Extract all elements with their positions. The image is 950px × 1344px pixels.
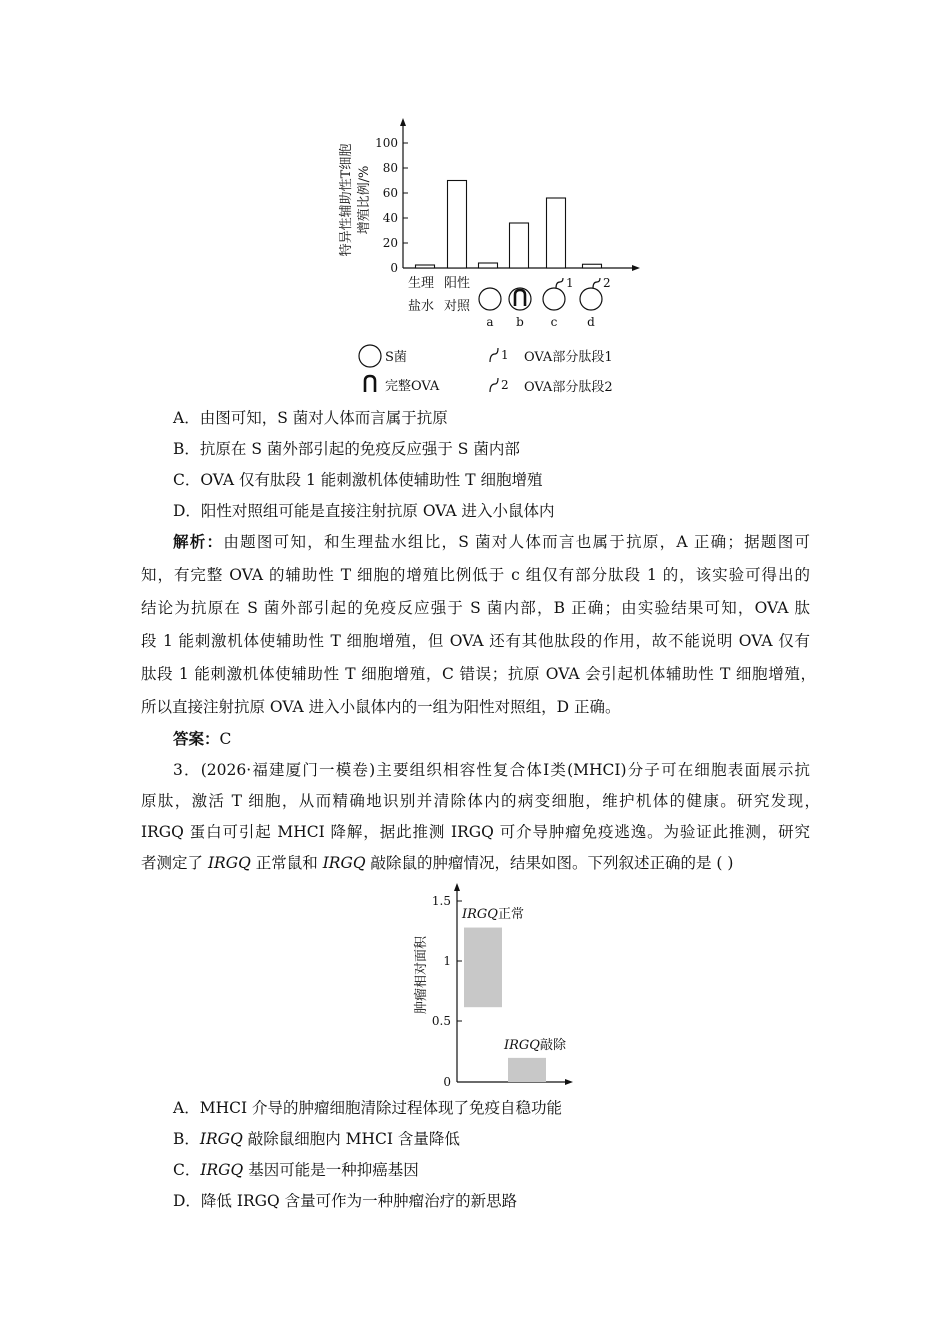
chart1-cat-positive-a: 阳性 bbox=[443, 276, 471, 291]
chart1-bar-2 bbox=[479, 263, 498, 268]
q2-analysis-line-5: 肽段 1 能刺激机体使辅助性 T 细胞增殖，C 错误；抗原 OVA 会引起机体辅助性 T 细胞增殖， bbox=[141, 665, 816, 683]
chart2-ytick-0-5: 0.5 bbox=[431, 1014, 451, 1028]
q3-option-b-text: 敲除鼠细胞内 MHCI 含量降低 bbox=[242, 1130, 460, 1148]
chart2-bar-1 bbox=[508, 1058, 546, 1082]
legend-peptide-1-num: 1 bbox=[501, 348, 509, 362]
q3-stem-part-3: 敲除鼠的肿瘤情况，结果如图。下列叙述正确的是 ( ) bbox=[365, 854, 734, 872]
q3-option-c-text: 基因可能是一种抑癌基因 bbox=[243, 1161, 419, 1179]
legend-whole-ova-icon bbox=[365, 376, 375, 392]
chart1-bar-5 bbox=[583, 264, 602, 268]
q3-option-d: D．降低 IRGQ 含量可作为一种肿瘤治疗的新思路 bbox=[173, 1192, 518, 1210]
legend-peptide-2-label: OVA部分肽段2 bbox=[524, 380, 613, 395]
q3-option-c-prefix: C． bbox=[173, 1161, 201, 1179]
q2-option-c: C．OVA 仅有肽段 1 能刺激机体使辅助性 T 细胞增殖 bbox=[173, 471, 543, 489]
ova-peptide-2-icon bbox=[593, 278, 600, 288]
q3-option-b-prefix: B． bbox=[173, 1130, 200, 1148]
chart1-ytick-100: 100 bbox=[375, 136, 398, 150]
chart2-ytick-0: 0 bbox=[443, 1075, 451, 1089]
chart1-cat-saline-b: 盐水 bbox=[407, 299, 435, 314]
chart1-bar-4 bbox=[547, 198, 566, 268]
tumor-area-chart bbox=[0, 875, 950, 1095]
chart2-label-normal bbox=[461, 906, 524, 922]
chart1-cat-positive-b: 对照 bbox=[443, 299, 471, 314]
q3-option-a: A．MHCI 介导的肿瘤细胞清除过程体现了免疫自稳功能 bbox=[173, 1099, 562, 1117]
chart1-bar-0 bbox=[416, 265, 435, 268]
q3-stem-part-1: 者测定了 bbox=[141, 854, 208, 872]
chart1-ylabel-line1: 特异性辅助性T细胞 bbox=[339, 143, 354, 257]
q2-option-d: D．阳性对照组可能是直接注射抗原 OVA 进入小鼠体内 bbox=[173, 502, 555, 520]
q3-gene-1: IRGQ bbox=[207, 854, 251, 872]
q3-option-c bbox=[173, 1160, 419, 1180]
chart2-label-normal-text: 正常 bbox=[497, 907, 524, 922]
chart1-ytick-0: 0 bbox=[390, 261, 398, 275]
q2-analysis-line-4: 段 1 能刺激机体使辅助性 T 细胞增殖，但 OVA 还有其他肽段的作用，故不能说明 OVA 仅有 bbox=[141, 632, 810, 650]
q3-stem-line-1: 3．(2026·福建厦门一模卷)主要组织相容性复合体Ⅰ类(MHCI)分子可在细胞表面展示抗 bbox=[173, 761, 810, 779]
legend-whole-ova-label: 完整OVA bbox=[385, 379, 440, 394]
ova-peptide-1-icon bbox=[556, 278, 563, 288]
s-bacteria-icon bbox=[580, 288, 602, 310]
chart1-letter-b: b bbox=[516, 315, 524, 329]
q3-gene-2: IRGQ bbox=[322, 854, 366, 872]
analysis-label: 解析： bbox=[173, 532, 224, 551]
q3-stem-part-2: 正常鼠和 bbox=[250, 854, 323, 872]
chart2-ytick-1-5: 1.5 bbox=[431, 894, 451, 908]
q2-analysis-line-1 bbox=[173, 532, 810, 552]
q3-stem-line-4 bbox=[141, 853, 733, 873]
chart2-bar-0 bbox=[464, 928, 502, 1008]
chart1-ylabel-line2: 增殖比例/% bbox=[357, 165, 372, 235]
q2-analysis-line-3: 结论为抗原在 S 菌外部引起的免疫反应强于 S 菌内部，B 正确；由实验结果可知，OVA 肽 bbox=[141, 599, 810, 617]
chart2-y-arrow bbox=[454, 883, 460, 891]
answer-label: 答案： bbox=[173, 729, 220, 748]
legend-peptide-2-icon bbox=[490, 378, 498, 392]
chart1-ytick-80: 80 bbox=[382, 161, 398, 175]
q3-stem-line-3: IRGQ 蛋白可引起 MHCI 降解，据此推测 IRGQ 可介导肿瘤免疫逃逸。为验证此推测，研究 bbox=[141, 823, 810, 841]
q3-option-b bbox=[173, 1129, 460, 1149]
q2-answer bbox=[173, 729, 231, 749]
chart1-ytick-60: 60 bbox=[382, 186, 398, 200]
chart1-ytick-20: 20 bbox=[382, 236, 398, 250]
chart1-letter-c: c bbox=[550, 315, 558, 329]
q3-stem-line-2: 原肽，激活 T 细胞，从而精确地识别并清除体内的病变细胞，维护机体的健康。研究发现， bbox=[141, 792, 820, 810]
chart1-x-arrow bbox=[632, 265, 640, 271]
chart2-x-arrow bbox=[565, 1079, 573, 1085]
chart2-label-ko-gene: IRGQ bbox=[504, 1038, 540, 1053]
chart2-label-ko bbox=[503, 1037, 567, 1053]
chart1-bar-3 bbox=[510, 223, 529, 268]
answer-value: C bbox=[219, 730, 232, 748]
chart2-ytick-1: 1 bbox=[443, 954, 451, 968]
q2-analysis-line-2: 知，有完整 OVA 的辅助性 T 细胞的增殖比例低于 c 组仅有部分肽段 1 的，该实验可得出的 bbox=[141, 566, 810, 584]
chart2-label-normal-gene: IRGQ bbox=[462, 907, 498, 922]
chart1-bar-1 bbox=[448, 181, 467, 269]
chart1-y-arrow bbox=[400, 118, 406, 126]
s-bacteria-icon bbox=[479, 288, 501, 310]
q2-option-b: B．抗原在 S 菌外部引起的免疫反应强于 S 菌内部 bbox=[173, 440, 520, 458]
chart1-peptide-mark-1: 1 bbox=[566, 276, 574, 290]
q2-option-a: A．由图可知，S 菌对人体而言属于抗原 bbox=[173, 409, 448, 427]
chart2-ylabel: 肿瘤相对面积 bbox=[414, 935, 429, 1015]
q3-option-c-gene: IRGQ bbox=[200, 1161, 244, 1179]
q2-analysis-line-6: 所以直接注射抗原 OVA 进入小鼠体内的一组为阳性对照组，D 正确。 bbox=[141, 698, 621, 716]
analysis-text: 由题图可知，和生理盐水组比，S 菌对人体而言也属于抗原，A 正确；据题图可 bbox=[223, 533, 810, 551]
chart1-letter-a: a bbox=[486, 315, 494, 329]
s-bacteria-icon bbox=[543, 288, 565, 310]
chart1-cat-saline-a: 生理 bbox=[407, 276, 435, 291]
chart1-letter-d: d bbox=[587, 315, 595, 329]
legend-peptide-2-num: 2 bbox=[501, 378, 509, 392]
chart2-label-ko-text: 敲除 bbox=[539, 1038, 566, 1053]
chart1-peptide-mark-2: 2 bbox=[603, 276, 611, 290]
q3-option-b-gene: IRGQ bbox=[199, 1130, 243, 1148]
legend-s-bacteria-label: S菌 bbox=[385, 350, 407, 365]
whole-ova-icon bbox=[515, 290, 525, 306]
legend-s-bacteria-icon bbox=[359, 345, 381, 367]
legend-peptide-1-icon bbox=[490, 348, 498, 362]
chart1-ytick-40: 40 bbox=[382, 211, 398, 225]
legend-peptide-1-label: OVA部分肽段1 bbox=[524, 350, 613, 365]
